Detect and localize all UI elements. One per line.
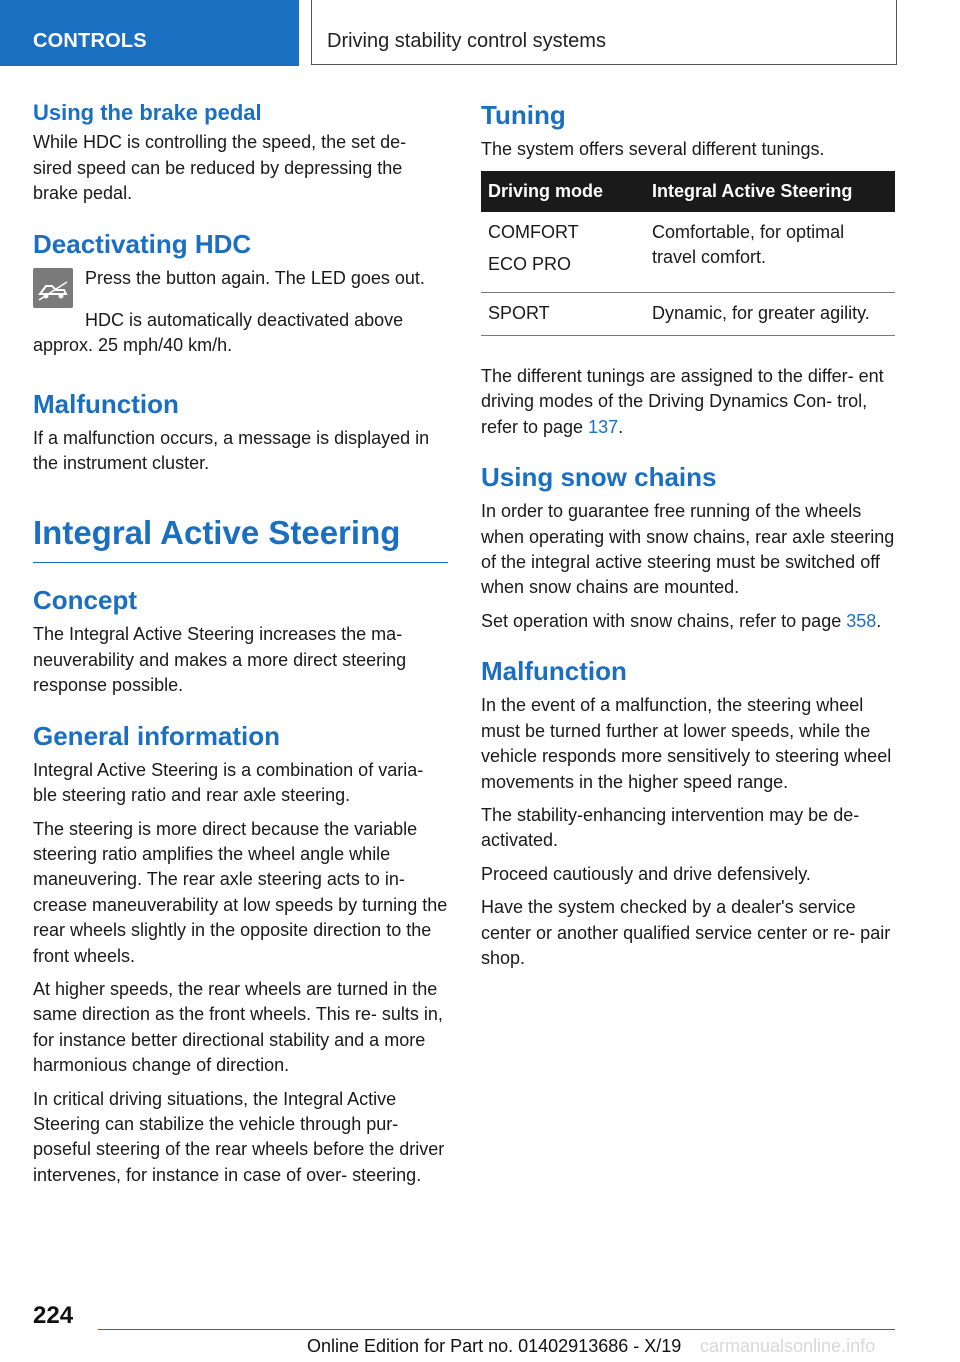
general-paragraph-1: Integral Active Steering is a combination of varia- ble steering ratio and rear axle steering. xyxy=(33,759,424,806)
malfunction-paragraph-1: In the event of a malfunction, the steering wheel must be turned further at lower speeds, while the vehicle responds more sensitively to steering wheel movements in the higher speed range. xyxy=(481,695,892,792)
malfunction-paragraph-3: Proceed cautiously and drive defensively. xyxy=(481,863,811,884)
edition-note: Online Edition for Part no. 01402913686 - X/19 xyxy=(307,1336,682,1356)
heading-deactivating-hdc: Deactivating HDC xyxy=(33,228,252,259)
left-column xyxy=(33,100,448,1196)
table-row xyxy=(481,293,895,335)
general-paragraph-2: The steering is more direct because the variable steering ratio amplifies the wheel angle while maneuvering. The rear axle steering acts to in- crease maneuverability at low speeds by turning the rear wheels slightly in the opposite direction to the front wheels. xyxy=(33,818,448,966)
page-link-358[interactable]: 358 xyxy=(846,610,877,631)
tuning-table xyxy=(481,171,895,336)
section-tab xyxy=(0,0,299,66)
heading-tuning: Tuning xyxy=(481,100,566,130)
hdc-auto-deactivate-text: HDC is automatically deactivated above approx. 25 mph/40 km/h. xyxy=(33,309,404,356)
heading-concept: Concept xyxy=(33,585,137,616)
table-header-integral-active-steering: Integral Active Steering xyxy=(645,171,895,212)
mode-eco-pro: ECO PRO xyxy=(488,254,572,274)
snow-chains-paragraph-1: In order to guarantee free running of the wheels when operating with snow chains, rear axle steering of the integral active steering must be switched off when snow chains are mounted. xyxy=(481,501,895,598)
table-cell-mode xyxy=(481,293,645,335)
heading-malfunction-hdc: Malfunction xyxy=(33,388,179,419)
heading-integral-active-steering: Integral Active Steering xyxy=(33,513,448,564)
table-header-row xyxy=(481,171,895,212)
assignment-text-body: The different tunings are assigned to the differ- ent driving modes of the Driving Dynamics Con- trol, refer to page xyxy=(481,365,884,437)
snow-chains-paragraph-2: Set operation with snow chains, refer to page 358. xyxy=(481,610,882,631)
hdc-instruction xyxy=(33,266,448,308)
section-label: CONTROLS xyxy=(33,30,147,52)
heading-brake-pedal: Using the brake pedal xyxy=(33,100,262,125)
watermark: carmanualsonline.info xyxy=(700,1336,876,1356)
right-column xyxy=(481,100,895,980)
concept-text: The Integral Active Steering increases the ma- neuverability and makes a more direct steering response possible. xyxy=(33,624,407,696)
heading-malfunction-steering: Malfunction xyxy=(481,656,627,687)
mode-sport: SPORT xyxy=(488,303,550,324)
table-cell-desc: Comfortable, for optimal travel comfort. xyxy=(645,212,895,293)
general-paragraph-3: At higher speeds, the rear wheels are turned in the same direction as the front wheels. This re- sults in, for instance better directional stability and a more harmonious change of direction. xyxy=(33,979,443,1076)
hdc-press-text: Press the button again. The LED goes out. xyxy=(85,267,425,288)
heading-snow-chains: Using snow chains xyxy=(481,462,717,493)
assignment-text: The different tunings are assigned to the differ- ent driving modes of the Driving Dynamics Con- trol, refer to page 137. xyxy=(481,365,884,437)
table-row xyxy=(481,212,895,293)
page-number: 224 xyxy=(33,1302,74,1329)
tuning-text: The system offers several different tunings. xyxy=(481,139,825,160)
table-cell-desc: Dynamic, for greater agility. xyxy=(645,293,895,335)
table-header-driving-mode: Driving mode xyxy=(481,171,645,212)
mode-comfort: COMFORT xyxy=(488,221,579,242)
brake-pedal-text: While HDC is controlling the speed, the set de- sired speed can be reduced by depressing the brake pedal. xyxy=(33,132,407,204)
chapter-title: Driving stability control systems xyxy=(327,30,606,52)
table-cell-mode xyxy=(481,212,645,293)
malfunction-paragraph-4: Have the system checked by a dealer's service center or another qualified service center or re- pair shop. xyxy=(481,897,891,969)
heading-general-information: General information xyxy=(33,720,281,751)
footer-divider xyxy=(98,1329,895,1330)
malfunction-paragraph-2: The stability-enhancing intervention may be de- activated. xyxy=(481,805,860,851)
page-link-137[interactable]: 137 xyxy=(588,416,619,437)
hdc-button-icon xyxy=(33,268,73,308)
malfunction-hdc-text: If a malfunction occurs, a message is displayed in the instrument cluster. xyxy=(33,427,430,474)
snow-chains-text: Set operation with snow chains, refer to page xyxy=(481,610,842,631)
general-paragraph-4: In critical driving situations, the Integral Active Steering can stabilize the vehicle through pur- poseful steering of the rear wheels before the driver intervenes, for instance in case of over- steering. xyxy=(33,1088,445,1185)
chapter-header xyxy=(311,0,897,65)
